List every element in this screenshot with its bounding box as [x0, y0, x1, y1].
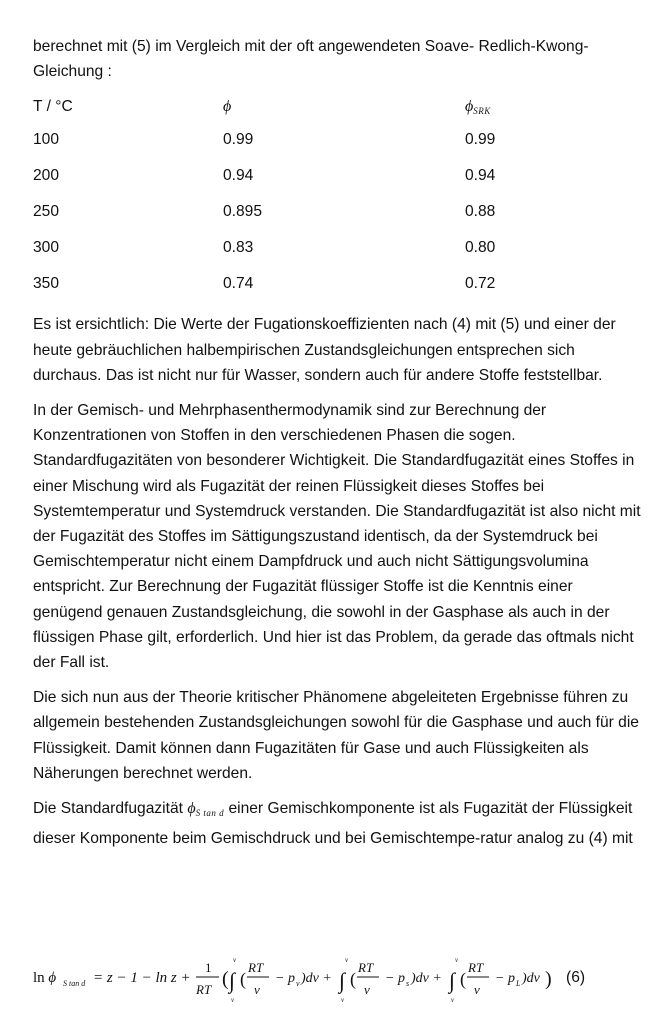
- cell-temperature: 300: [33, 239, 60, 257]
- integral-2: ∫: [339, 968, 346, 993]
- svg-text:v: v: [455, 956, 459, 964]
- cell-phi-srk: 0.72: [465, 275, 496, 293]
- svg-text:RT: RT: [468, 960, 484, 975]
- svg-text:v: v: [451, 996, 455, 1004]
- table-body: [33, 122, 635, 302]
- equation-6: [33, 944, 653, 1014]
- cell-temperature: 100: [33, 131, 60, 149]
- phi-srk-subscript: SRK: [473, 106, 491, 117]
- paragraph-comparison: Es ist ersichtlich: Die Werte der Fugationskoeffizienten nach (4) mit (5) und einer der heute gebräuchlichen halbempirischen Zustandsgleichungen entsprechen sich durchaus. Das ist nicht nur für Wasser, sondern auch für andere Stoffe feststellbar.: [33, 316, 616, 384]
- svg-text:− p: − p: [495, 971, 515, 986]
- svg-text:v: v: [474, 982, 480, 997]
- integral-3: ∫: [449, 968, 456, 993]
- cell-phi-srk: 0.88: [465, 203, 496, 221]
- cell-phi: 0.83: [223, 239, 254, 257]
- header-temperature: T / °C: [33, 98, 73, 116]
- cell-phi-srk: 0.99: [465, 131, 496, 149]
- svg-text:− p: − p: [275, 971, 295, 986]
- fugacity-table: [33, 92, 635, 302]
- svg-text:v: v: [341, 996, 345, 1004]
- phi-stand-symbol: ϕ: [187, 800, 196, 818]
- svg-text:v: v: [296, 979, 300, 988]
- svg-text:)dv +: )dv +: [301, 971, 332, 986]
- svg-text:L: L: [516, 979, 521, 988]
- svg-text:(: (: [460, 969, 466, 989]
- cell-phi: 0.99: [223, 131, 254, 149]
- cell-temperature: 250: [33, 203, 60, 221]
- svg-text:v: v: [233, 956, 237, 964]
- cell-temperature: 200: [33, 167, 60, 185]
- svg-text:)dv: )dv: [522, 971, 540, 986]
- svg-text:(: (: [240, 969, 246, 989]
- close-paren: ): [545, 968, 552, 990]
- cell-phi-srk: 0.94: [465, 167, 496, 185]
- formula-middle: = z − 1 − ln z +: [93, 970, 191, 986]
- svg-text:s: s: [406, 979, 410, 988]
- svg-text:v: v: [254, 982, 260, 997]
- paragraph-definition: Die Standardfugazität $\phi_{S tan d}$ einer Gemischkomponente ist als Fugazität der Flüssigkeit dieser Komponente beim Gemischdruck und bei Gemischtempe-ratur analog zu (4) mit: [33, 800, 633, 848]
- cell-phi: 0.895: [223, 203, 263, 221]
- formula-lhs-subscript: S tan d: [63, 979, 86, 988]
- cell-temperature: 350: [33, 275, 60, 293]
- paragraph-critical-phenomena: Die sich nun aus der Theorie kritischer Phänomene abgeleiteten Ergebnisse führen zu allgemein bestehenden Zustandsgleichungen sowohl für die Gasphase und auch für die Flüssigkeit. Damit können dann Fugazitäten für Gase und auch Flüssigkeiten als Näherungen berechnet werden.: [33, 689, 639, 782]
- formula-frac-den: RT: [196, 982, 212, 997]
- svg-text:(: (: [350, 969, 356, 989]
- header-phi-srk: [465, 92, 635, 122]
- svg-text:)dv +: )dv +: [411, 971, 442, 986]
- table-row: [33, 230, 635, 266]
- header-phi: [223, 92, 465, 122]
- phi-srk-symbol: ϕ: [465, 98, 474, 116]
- formula-frac-num: 1: [205, 960, 212, 975]
- open-paren: (: [222, 968, 229, 990]
- paragraph-standard-fugacity: In der Gemisch- und Mehrphasenthermodynamik sind zur Berechnung der Konzentrationen von Stoffen in den verschiedenen Phasen die sogen. Standardfugazitäten von besonderer Wichtigkeit. Die Standardfugazität eines Stoffes in einer Mischung wird als Fugazität der reinen Flüssigkeit dieses Stoffes bei Systemtemperatur und Systemdruck verstanden. Die Standardfugazität ist also nicht mit der Fugazität des Stoffes im Sättigungszustand identisch, da der Systemdruck bei Gemischtemperatur nicht einem Dampfdruck und auch nicht Sättigungsvolumina entspricht. Zur Berechnung der Fugazität flüssiger Stoffe ist die Kenntnis einer genügend genauen Zustandsgleichung, die sowohl in der Gasphase als auch in der flüssigen Phase gilt, erforderlich. Und hier ist das Problem, da gerade das oftmals nicht der Fall ist.: [33, 402, 641, 672]
- table-row: [33, 122, 635, 158]
- svg-text:v: v: [364, 982, 370, 997]
- formula-lhs: ln ϕ: [33, 970, 57, 986]
- table-row: [33, 194, 635, 230]
- phi-stand-subscript: S tan d: [195, 808, 225, 819]
- table-header-row: [33, 92, 635, 122]
- cell-phi-srk: 0.80: [465, 239, 496, 257]
- equation-number: (6): [566, 969, 586, 986]
- svg-text:v: v: [231, 996, 235, 1004]
- svg-text:v: v: [345, 956, 349, 964]
- svg-text:RT: RT: [358, 960, 374, 975]
- integral-1: ∫: [229, 968, 236, 993]
- phi-symbol: ϕ: [223, 98, 232, 116]
- document-page: [33, 34, 643, 851]
- svg-text:RT: RT: [248, 960, 264, 975]
- cell-phi: 0.74: [223, 275, 254, 293]
- intro-text: berechnet mit (5) im Vergleich mit der oft angewendeten Soave- Redlich-Kwong- Gleichung :: [33, 38, 589, 81]
- svg-text:− p: − p: [385, 971, 405, 986]
- table-row: [33, 158, 635, 194]
- table-row: [33, 266, 635, 302]
- cell-phi: 0.94: [223, 167, 254, 185]
